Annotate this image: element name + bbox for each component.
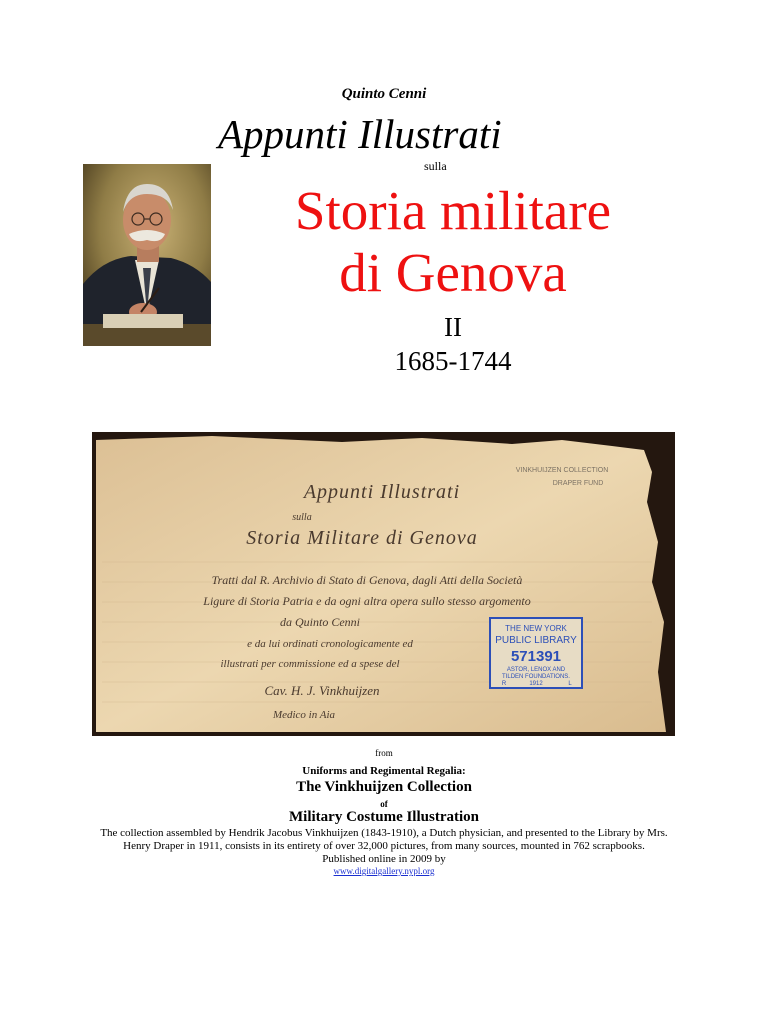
collection-name: The Vinkhuijzen Collection xyxy=(296,779,472,795)
stamp-line-foundations1: ASTOR, LENOX AND xyxy=(506,667,566,673)
of-label: of xyxy=(380,799,388,809)
manuscript-line-patron: Cav. H. J. Vinkhuijzen xyxy=(264,683,380,698)
description-line3: Published online in 2009 by xyxy=(322,853,446,865)
collection-subtitle: Uniforms and Regimental Regalia: xyxy=(302,765,466,777)
collection-description xyxy=(60,827,708,866)
collection-topic: Military Costume Illustration xyxy=(289,809,479,825)
year-range: 1685-1744 xyxy=(394,346,512,376)
portrait-painting xyxy=(83,164,211,346)
main-title-line2: di Genova xyxy=(339,242,567,303)
stamp-line-city: THE NEW YORK xyxy=(505,624,567,633)
author-portrait xyxy=(83,164,211,346)
manuscript-line-ordered: e da lui ordinati cronologicamente ed xyxy=(247,638,413,650)
volume-number: II xyxy=(444,312,462,342)
digital-gallery-link[interactable]: www.digitalgallery.nypl.org xyxy=(333,866,435,876)
title-appunti-illustrati: Appunti Illustrati xyxy=(218,111,502,157)
main-title xyxy=(240,180,666,304)
from-label: from xyxy=(375,748,393,758)
manuscript-title-page xyxy=(92,432,675,736)
description-line2: Henry Draper in 1911, consists in its entirety of over 32,000 pictures, from many sources, mounted in 762 scrapbooks. xyxy=(123,840,645,852)
stamp-accession-number: 571391 xyxy=(510,648,562,665)
stamp-letter-l: L xyxy=(568,681,572,687)
manuscript-image xyxy=(92,432,675,736)
manuscript-line-source1: Tratti dal R. Archivio di Stato di Genova, dagli Atti della Società xyxy=(211,573,523,587)
nypl-library-stamp xyxy=(490,618,582,688)
stamp-line-library: PUBLIC LIBRARY xyxy=(495,635,577,646)
manuscript-line-source2: Ligure di Storia Patria e da ogni altra opera sullo stesso argomento xyxy=(203,594,531,608)
manuscript-stamp-fund: DRAPER FUND xyxy=(552,480,604,487)
manuscript-line-author: da Quinto Cenni xyxy=(280,615,360,629)
author-name: Quinto Cenni xyxy=(341,86,427,102)
stamp-line-foundations2: TILDEN FOUNDATIONS. xyxy=(502,674,570,680)
manuscript-line-profession: Medico in Aia xyxy=(272,709,336,721)
manuscript-line-subject: Storia Militare di Genova xyxy=(246,527,478,549)
manuscript-stamp-collection: VINKHUIJZEN COLLECTION xyxy=(515,467,609,474)
title-connector: sulla xyxy=(424,159,447,173)
manuscript-line-title: Appunti Illustrati xyxy=(303,481,461,503)
stamp-letter-r: R xyxy=(501,681,507,687)
description-line1: The collection assembled by Hendrik Jacobus Vinkhuijzen (1843-1910), a Dutch physician, and presented to the Library by Mrs. xyxy=(100,827,668,839)
manuscript-line-commission: illustrati per commissione ed a spese del xyxy=(220,658,400,670)
stamp-year: 1912 xyxy=(529,681,543,687)
main-title-line1: Storia militare xyxy=(294,180,612,241)
manuscript-line-sulla: sulla xyxy=(292,512,312,523)
